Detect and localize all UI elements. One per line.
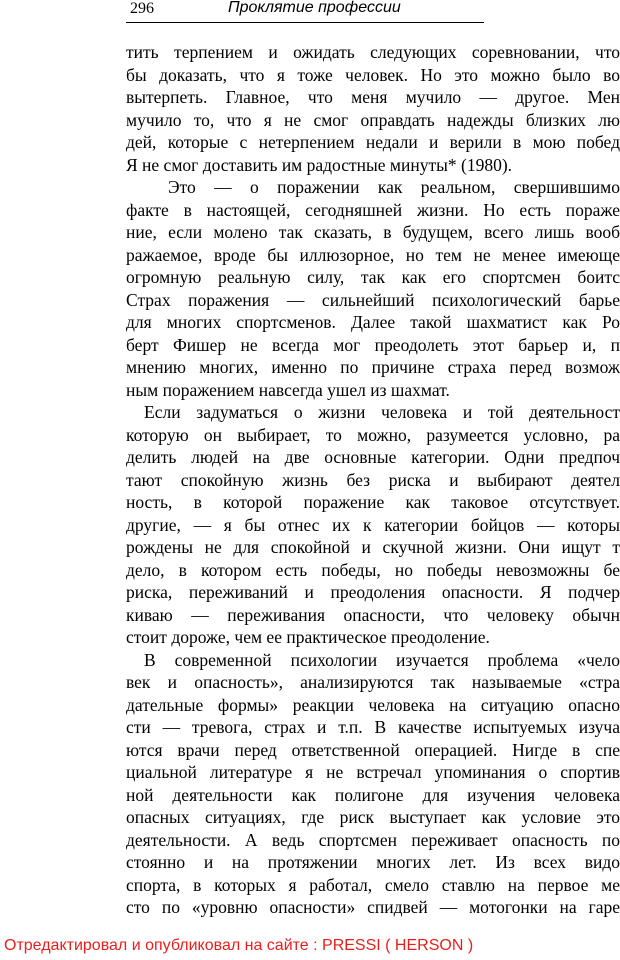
text-line: вытерпеть. Главное, что меня мучило — другое. Мен	[126, 87, 620, 107]
text-line: Это — о поражении как реальном, свершившимо	[168, 177, 620, 197]
text-line: опасных ситуациях, где риск выступает как условие это	[126, 807, 620, 827]
text-line: Страх поражения — сильнейший психологический барье	[126, 289, 620, 310]
page-number: 296	[130, 0, 154, 17]
text-line: тают спокойную жизнь без риска и выбирают деятел	[126, 469, 620, 490]
text-line: ражаемое, вроде бы иллюзорное, но тем не менее имеюще	[126, 244, 620, 265]
page-header	[126, 0, 484, 23]
text-line: дело, в котором есть победы, но победы невозможны бе	[126, 559, 620, 580]
text-line: дей, которые с нетерпением недали и верили в мою побед	[126, 132, 620, 152]
running-title: Проклятие профессии	[228, 0, 401, 16]
text-line: спорта, в которых я работал, смело ставлю на первое ме	[126, 874, 620, 895]
text-line: мнению многих, именно по причине страха перед возмож	[126, 357, 620, 377]
text-line: рождены не для спокойной и скучной жизни. Они ищут т	[126, 537, 620, 557]
text-line: ность, в которой поражение как таковое отсутствует.	[126, 492, 620, 512]
text-line: циальной литературе я не встречал упоминания о спортив	[126, 762, 620, 782]
text-line: ным поражением навсегда ушел из шахмат.	[126, 379, 450, 400]
text-line: огромную реальную силу, так как его спортсмен боитс	[126, 267, 620, 287]
text-line: В современной психологии изучается проблема «чело	[144, 649, 620, 670]
text-line: берт Фишер не всегда мог преодолеть этот барьер и, п	[126, 334, 620, 355]
text-line: киваю — переживания опасности, что человеку обычн	[126, 604, 620, 625]
body-text	[126, 41, 620, 919]
text-line: для многих спортсменов. Далее такой шахматист как Ро	[126, 312, 620, 332]
text-line: делить людей на две основные категории. Одни предпоч	[126, 447, 620, 467]
text-line: Я не смог доставить им радостные минуты* (1980).	[126, 154, 513, 175]
text-line: Если задуматься о жизни человека и той деятельност	[144, 402, 620, 422]
text-line: стоянно и на протяжении многих лет. Из всех видо	[126, 852, 620, 872]
text-line: другие, — я бы отнес их к категории бойцов — которы	[126, 514, 620, 535]
text-line: риска, переживаний и преодоления опасности. Я подчер	[126, 582, 620, 602]
text-line: бы доказать, что я тоже человек. Но это можно было во	[126, 64, 620, 85]
text-line: деятельности. А ведь спортсмен переживает опасность по	[126, 829, 620, 850]
text-line: сти — тревога, страх и т.п. В качестве испытуемых изуча	[126, 717, 620, 737]
text-line: дательные формы» реакции человека на ситуацию опасно	[126, 694, 620, 715]
text-line: которую он выбирает, то можно, разумеется условно, ра	[126, 424, 620, 445]
footer-watermark: Отредактировал и опубликовал на сайте : PRESSI ( HERSON )	[4, 937, 474, 954]
text-line: сто по «уровню опасности» спидвей — мотогонки на гаре	[126, 897, 620, 917]
text-line: ной деятельности как полигоне для изучения человека	[126, 784, 620, 805]
text-line: ние, если молено так сказать, в будущем, всего лишь вооб	[126, 222, 620, 242]
text-line: ются врачи перед ответственной операцией. Нигде в спе	[126, 739, 620, 760]
text-line: стоит дороже, чем ее практическое преодоление.	[126, 627, 490, 647]
text-line: век и опасность», анализируются так называемые «стра	[126, 672, 620, 692]
text-line: факте в настоящей, сегодняшней жизни. Но есть пораже	[126, 199, 620, 220]
text-line: мучило то, что я не смог оправдать надежды близких лю	[126, 109, 620, 130]
text-line: тить терпением и ожидать следующих соревновании, что	[126, 42, 620, 62]
